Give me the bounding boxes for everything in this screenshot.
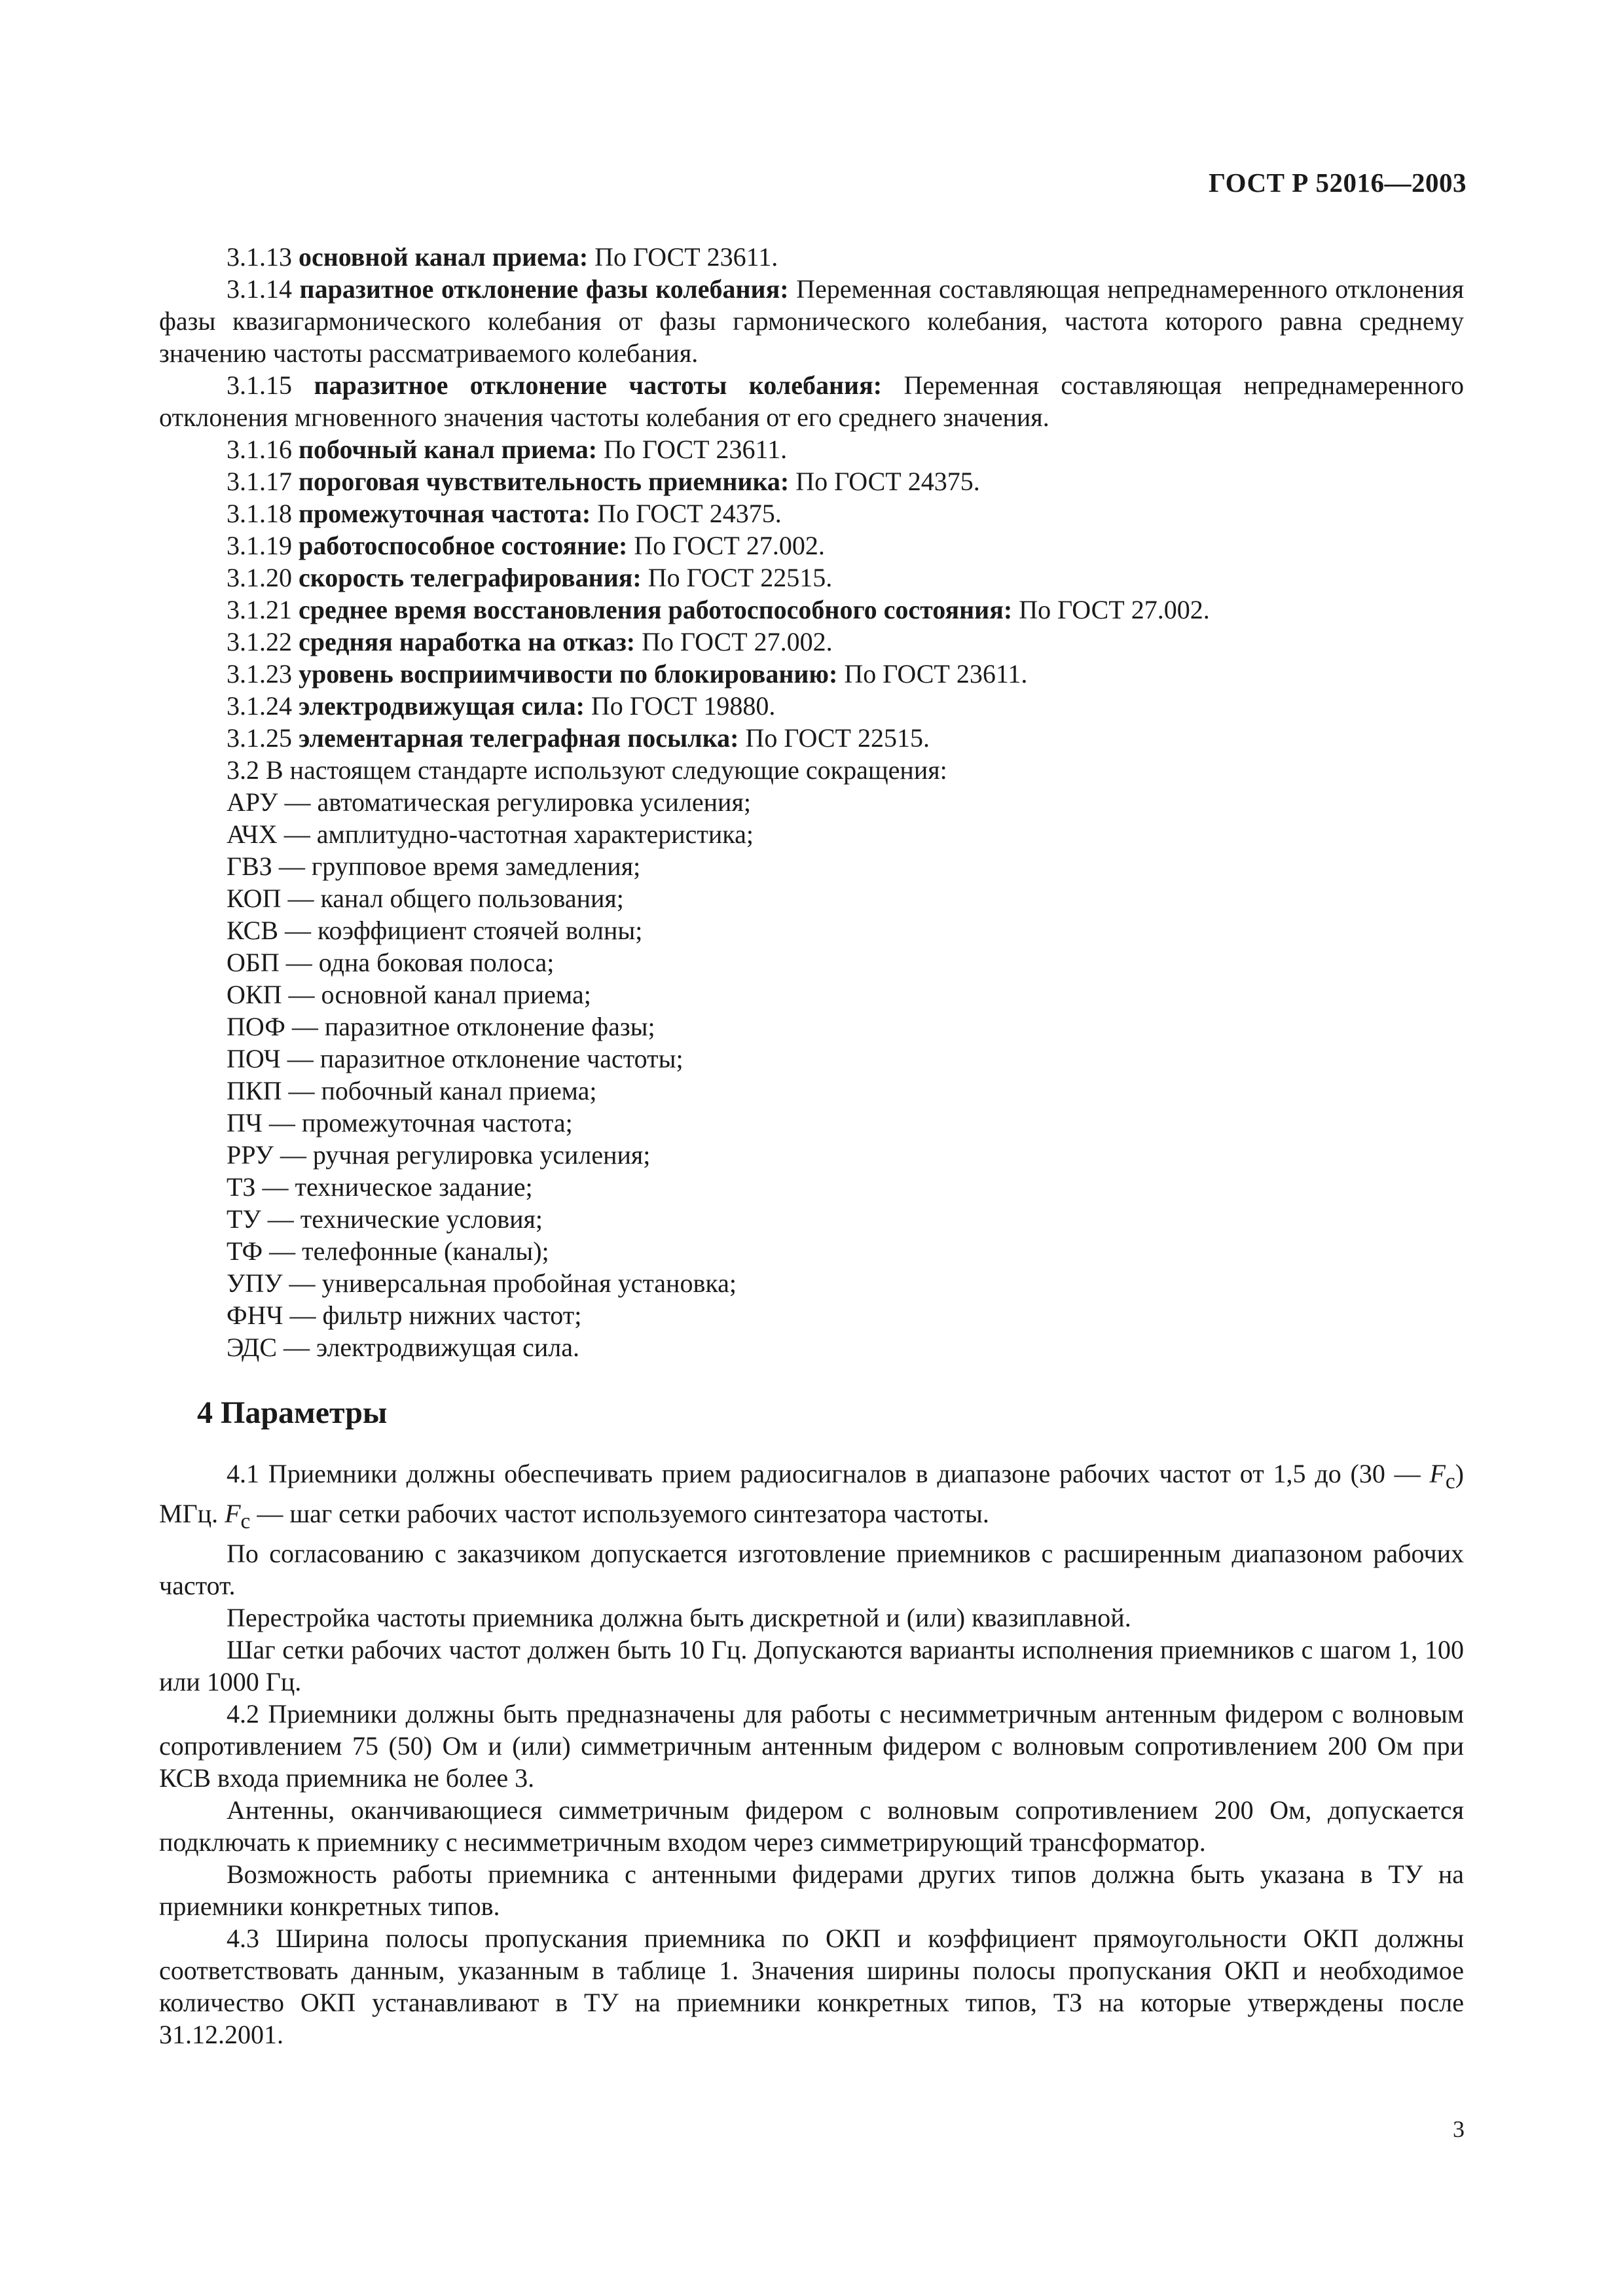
abbreviation-item: ПОФ — паразитное отклонение фазы; [227, 1012, 655, 1041]
abbreviation-item: КОП — канал общего пользования; [227, 884, 624, 913]
page-header: ГОСТ Р 52016—2003 [1209, 168, 1467, 198]
definition-3-1-21: 3.1.21 среднее время восстановления работоспособного состояния: По ГОСТ 27.002. [227, 595, 1210, 624]
abbreviation-item: АРУ — автоматическая регулировка усиления; [227, 787, 751, 817]
abbreviation-item: ПОЧ — паразитное отклонение частоты; [227, 1044, 684, 1073]
paragraph: Перестройка частоты приемника должна быть дискретной и (или) квазиплавной. [227, 1603, 1131, 1632]
definition-3-1-19: 3.1.19 работоспособное состояние: По ГОСТ 27.002. [227, 531, 825, 560]
definition-3-1-13: 3.1.13 основной канал приема: По ГОСТ 23611. [227, 242, 778, 272]
abbreviation-item: УПУ — универсальная пробойная установка; [227, 1268, 737, 1298]
abbreviations-list [159, 786, 1464, 1363]
paragraph: Шаг сетки рабочих частот должен быть 10 Гц. Допускаются варианты исполнения приемников с шагом 1, 100 или 1000 Гц. [159, 1635, 1464, 1696]
abbreviation-item: ТУ — технические условия; [227, 1204, 543, 1234]
abbreviation-item: ОКП — основной канал приема; [227, 980, 591, 1009]
abbreviations-intro: 3.2 В настоящем стандарте используют следующие сокращения: [227, 755, 947, 785]
definition-3-1-25: 3.1.25 элементарная телеграфная посылка: По ГОСТ 22515. [227, 723, 930, 753]
abbreviation-item: РРУ — ручная регулировка усиления; [227, 1140, 651, 1170]
definition-3-1-20: 3.1.20 скорость телеграфирования: По ГОСТ 22515. [227, 563, 833, 592]
paragraph: Антенны, оканчивающиеся симметричным фидером с волновым сопротивлением 200 Ом, допускается подключать к приемнику с несимметричным входом через симметрирующий трансформатор. [159, 1795, 1464, 1857]
abbreviation-item: ТЗ — техническое задание; [227, 1172, 533, 1202]
abbreviation-item: КСВ — коэффициент стоячей волны; [227, 916, 643, 945]
page-content [159, 241, 1464, 2051]
abbreviation-item: ПКП — побочный канал приема; [227, 1076, 597, 1105]
definition-3-1-15: 3.1.15 паразитное отклонение частоты колебания: Переменная составляющая непреднамеренного отклонения мгновенного значения частоты колебания от его среднего значения. [159, 370, 1464, 432]
abbreviation-item: ЭДС — электродвижущая сила. [227, 1333, 580, 1362]
definition-3-1-18: 3.1.18 промежуточная частота: По ГОСТ 24375. [227, 499, 782, 528]
abbreviation-item: ГВЗ — групповое время замедления; [227, 852, 641, 881]
paragraph-4-2: 4.2 Приемники должны быть предназначены для работы с несимметричным антенным фидером с волновым сопротивлением 75 (50) Ом и (или) симметричным антенным фидером с волновым сопротивлением 200 Ом при КСВ входа приемника не более 3. [159, 1699, 1464, 1793]
definition-3-1-14: 3.1.14 паразитное отклонение фазы колебания: Переменная составляющая непреднамеренного отклонения фазы квазигармонического колебания от фазы гармонического колебания, частота которого равна среднему значению частоты рассматриваемого колебания. [159, 274, 1464, 368]
abbreviation-item: ФНЧ — фильтр нижних частот; [227, 1300, 582, 1330]
section-heading: 4 Параметры [197, 1395, 388, 1430]
page-number: 3 [1453, 2116, 1465, 2142]
paragraph-4-3: 4.3 Ширина полосы пропускания приемника по ОКП и коэффициент прямоугольности ОКП должны соответствовать данным, указанным в таблице 1. Значения ширины полосы пропускания ОКП и необходимое количество ОКП устанавливают в ТУ на приемники конкретных типов, ТЗ на которые утверждены после 31.12.2001. [159, 1924, 1464, 2049]
abbreviation-item: ОБП — одна боковая полоса; [227, 948, 555, 977]
definition-3-1-22: 3.1.22 средняя наработка на отказ: По ГОСТ 27.002. [227, 627, 833, 656]
definition-3-1-16: 3.1.16 побочный канал приема: По ГОСТ 23611. [227, 435, 788, 464]
definition-3-1-24: 3.1.24 электродвижущая сила: По ГОСТ 19880. [227, 691, 776, 721]
abbreviation-item: ТФ — телефонные (каналы); [227, 1236, 549, 1266]
definitions-list [159, 241, 1464, 754]
abbreviation-item: АЧХ — амплитудно-частотная характеристика; [227, 819, 754, 849]
definition-3-1-17: 3.1.17 пороговая чувствительность приемника: По ГОСТ 24375. [227, 467, 980, 496]
abbreviation-item: ПЧ — промежуточная частота; [227, 1108, 573, 1138]
paragraph: Возможность работы приемника с антенными фидерами других типов должна быть указана в ТУ на приемники конкретных типов. [159, 1859, 1464, 1921]
definition-3-1-23: 3.1.23 уровень восприимчивости по блокированию: По ГОСТ 23611. [227, 659, 1028, 689]
paragraph-4-1: 4.1 Приемники должны обеспечивать прием радиосигналов в диапазоне рабочих частот от 1,5 до (30 — $F_с$) МГц. $F_с$ — шаг сетки рабочих частот используемого синтезатора частоты. [159, 1459, 1464, 1534]
paragraph: По согласованию с заказчиком допускается изготовление приемников с расширенным диапазоном рабочих частот. [159, 1539, 1464, 1600]
